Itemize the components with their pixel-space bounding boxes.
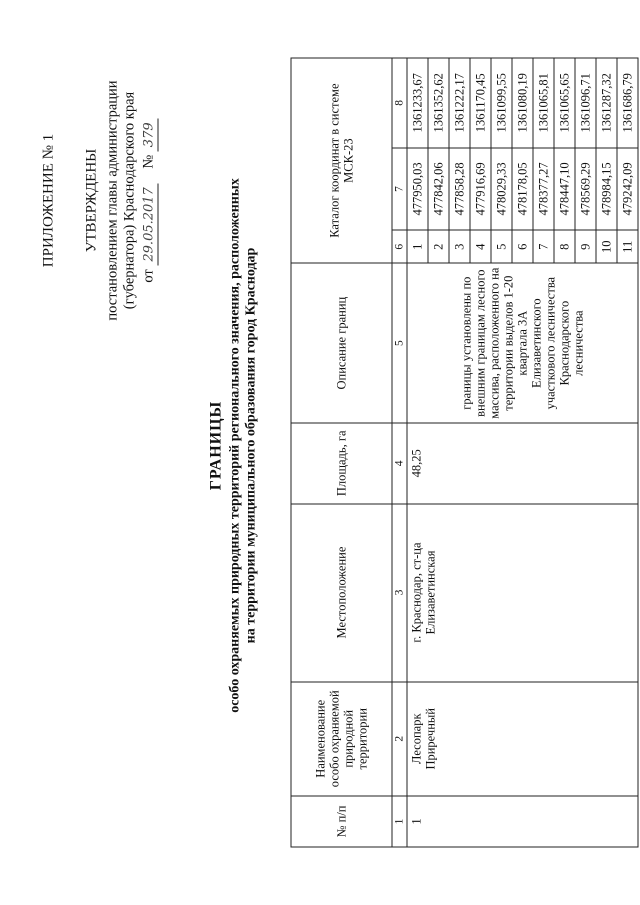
header-no: № п/п <box>291 796 392 847</box>
header-name: Наименование особо охраняемой природной территории <box>291 681 392 795</box>
coord-y: 1361686,79 <box>617 58 638 148</box>
coord-x: 477916,69 <box>470 147 491 230</box>
row-name: Лесопарк Приречный <box>407 681 638 795</box>
col-number: 4 <box>392 423 407 503</box>
column-numbers-row <box>392 58 407 847</box>
col-number: 6 <box>392 230 407 263</box>
coord-y: 1361065,81 <box>533 58 554 148</box>
coord-point: 3 <box>449 230 470 263</box>
coord-point: 7 <box>533 230 554 263</box>
coord-x: 478447,10 <box>554 147 575 230</box>
coord-x: 477858,28 <box>449 147 470 230</box>
coord-point: 11 <box>617 230 638 263</box>
number-prefix: № <box>140 154 156 169</box>
coord-point: 2 <box>428 230 449 263</box>
header-location: Местоположение <box>291 503 392 681</box>
coord-x: 478377,27 <box>533 147 554 230</box>
coord-y: 1361080,19 <box>512 58 533 148</box>
coord-point: 8 <box>554 230 575 263</box>
appendix-label: ПРИЛОЖЕНИЕ № 1 <box>40 133 56 267</box>
coord-x: 477842,06 <box>428 147 449 230</box>
col-number: 2 <box>392 681 407 795</box>
coord-x: 478984,15 <box>596 147 617 230</box>
col-number: 5 <box>392 263 407 423</box>
coord-point: 9 <box>575 230 596 263</box>
table-row <box>407 58 428 847</box>
col-number: 3 <box>392 503 407 681</box>
row-no: 1 <box>407 796 638 847</box>
date-prefix: от <box>140 268 156 283</box>
header-catalog: Каталог координат в системе МСК-23 <box>291 58 392 263</box>
coord-y: 1361096,71 <box>575 58 596 148</box>
approval-date-line <box>140 35 158 365</box>
coord-x: 477950,03 <box>407 147 428 230</box>
handwritten-number: 379 <box>140 118 158 151</box>
approval-line-1: постановлением главы администрации <box>104 79 120 321</box>
coord-x: 478029,33 <box>491 147 512 230</box>
title-line-1: особо охраняемых природных территорий регионального значения, расположенных <box>227 177 242 713</box>
coord-y: 1361287,32 <box>596 58 617 148</box>
row-description: границы установлены по внешним границам лесного массива, расположенного на территории выделов 1-20 квартала 3А Елизаветинского участкового лесничества Краснодарского лесничества <box>407 263 638 423</box>
coord-y: 1361065,65 <box>554 58 575 148</box>
coord-point: 10 <box>596 230 617 263</box>
title-main: ГРАНИЦЫ <box>207 400 224 490</box>
approved-label: УТВЕРЖДЕНЫ <box>83 148 99 252</box>
coord-y: 1361222,17 <box>449 58 470 148</box>
boundaries-table <box>290 57 638 847</box>
col-number: 7 <box>392 147 407 230</box>
coord-x: 478178,05 <box>512 147 533 230</box>
col-number: 1 <box>392 796 407 847</box>
row-area: 48,25 <box>407 423 638 503</box>
coord-x: 479242,09 <box>617 147 638 230</box>
coord-y: 1361233,67 <box>407 58 428 148</box>
coord-point: 5 <box>491 230 512 263</box>
col-number: 8 <box>392 58 407 148</box>
title-line-2: на территории муниципального образования город Краснодар <box>243 247 258 643</box>
header-description: Описание границ <box>291 263 392 423</box>
coord-point: 4 <box>470 230 491 263</box>
coord-y: 1361170,45 <box>470 58 491 148</box>
handwritten-date: 29.05.2017 <box>140 183 158 265</box>
header-area: Площадь, га <box>291 423 392 503</box>
document-title <box>208 135 259 755</box>
coord-y: 1361099,55 <box>491 58 512 148</box>
approval-stamp <box>40 35 158 365</box>
row-location: г. Краснодар, ст-ца Елизаветинская <box>407 503 638 681</box>
coord-point: 1 <box>407 230 428 263</box>
approval-line-2: (губернатора) Краснодарского края <box>121 91 137 309</box>
coord-x: 478569,29 <box>575 147 596 230</box>
coord-y: 1361352,62 <box>428 58 449 148</box>
coord-point: 6 <box>512 230 533 263</box>
